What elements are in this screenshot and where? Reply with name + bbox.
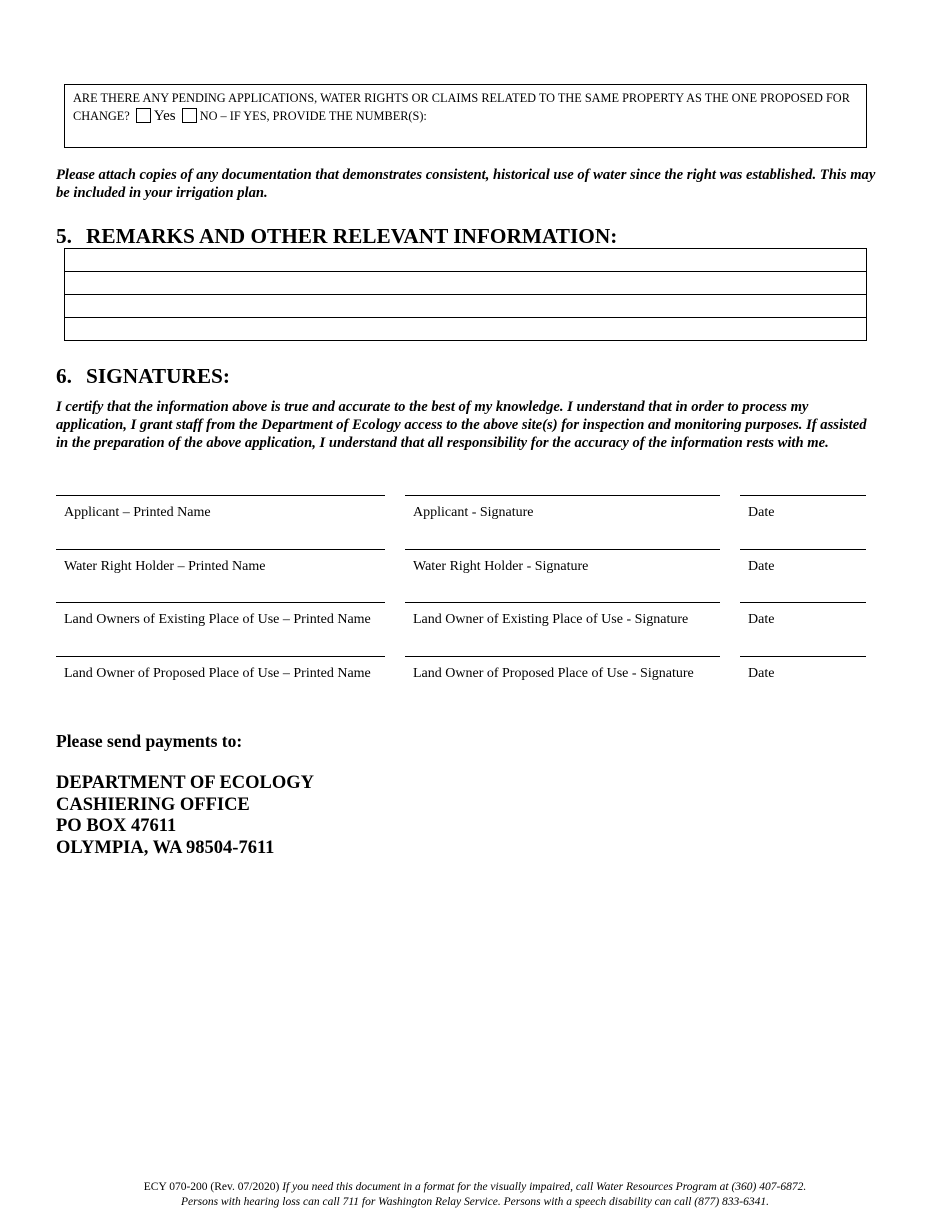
payment-heading: Please send payments to:: [56, 731, 243, 751]
existing-owner-signature-label: Land Owner of Existing Place of Use - Signature: [413, 612, 689, 627]
remarks-heading: [56, 224, 617, 249]
date-line[interactable]: [740, 602, 866, 603]
proposed-owner-signature-label: Land Owner of Proposed Place of Use - Signature: [413, 666, 694, 681]
signature-line[interactable]: [405, 495, 720, 496]
certification-text: I certify that the information above is true and accurate to the best of my knowledge. I understand that in order to process my application, I grant staff from the Department of Ecology access to the above site(s) for inspection and monitoring purposes. If assisted in the preparation of the above application, I understand that all responsibility for the accuracy of the information rests with me.: [56, 399, 867, 451]
applicant-name-label: Applicant – Printed Name: [64, 505, 211, 520]
signature-line[interactable]: [405, 549, 720, 550]
date-label: Date: [748, 612, 775, 627]
mailing-address: [56, 773, 314, 860]
printed-name-line[interactable]: [56, 495, 385, 496]
printed-name-line[interactable]: [56, 656, 385, 657]
remarks-line[interactable]: [65, 295, 867, 318]
remarks-line[interactable]: [65, 318, 867, 341]
applicant-signature-label: Applicant - Signature: [413, 505, 534, 520]
signatures-heading: [56, 364, 230, 389]
remarks-line[interactable]: [65, 249, 867, 272]
proposed-owner-name-label: Land Owner of Proposed Place of Use – Printed Name: [64, 666, 371, 681]
form-id: ECY 070-200 (Rev. 07/2020): [143, 1181, 280, 1193]
holder-name-label: Water Right Holder – Printed Name: [64, 559, 266, 574]
no-checkbox[interactable]: [182, 108, 197, 123]
section-title: SIGNATURES:: [86, 364, 230, 388]
footer: [0, 1180, 950, 1209]
remarks-table: [64, 248, 867, 341]
date-line[interactable]: [740, 495, 866, 496]
pending-applications-box: [64, 84, 867, 148]
signature-line[interactable]: [405, 656, 720, 657]
no-label: NO – IF YES, PROVIDE THE NUMBER(S):: [199, 109, 427, 123]
date-label: Date: [748, 559, 775, 574]
printed-name-line[interactable]: [56, 602, 385, 603]
section-number: 5.: [56, 224, 72, 248]
date-label: Date: [748, 505, 775, 520]
accessibility-note: If you need this document in a format for the visually impaired, call Water Resources Program at (360) 407-6872.: [282, 1181, 807, 1193]
date-line[interactable]: [740, 549, 866, 550]
printed-name-line[interactable]: [56, 549, 385, 550]
attach-documentation-note: Please attach copies of any documentation that demonstrates consistent, historical use of water since the right was established. This may be included in your irrigation plan.: [56, 167, 876, 201]
date-label: Date: [748, 666, 775, 681]
section-number: 6.: [56, 364, 72, 388]
remarks-line[interactable]: [65, 272, 867, 295]
holder-signature-label: Water Right Holder - Signature: [413, 559, 589, 574]
yes-checkbox[interactable]: [136, 108, 151, 123]
section-title: REMARKS AND OTHER RELEVANT INFORMATION:: [86, 224, 618, 248]
address-line: OLYMPIA, WA 98504-7611: [56, 838, 275, 859]
relay-service-note: Persons with hearing loss can call 711 for Washington Relay Service. Persons with a speech disability can call (877) 833-6341.: [180, 1195, 770, 1208]
existing-owner-name-label: Land Owners of Existing Place of Use – Printed Name: [64, 612, 371, 627]
address-line: CASHIERING OFFICE: [56, 794, 250, 815]
address-line: PO BOX 47611: [56, 816, 177, 837]
yes-label: Yes: [153, 108, 176, 124]
signature-line[interactable]: [405, 602, 720, 603]
pending-question: ARE THERE ANY PENDING APPLICATIONS, WATER RIGHTS OR CLAIMS RELATED TO THE SAME PROPERTY AS THE ONE PROPOSED FOR CHANGE?: [73, 91, 850, 123]
date-line[interactable]: [740, 656, 866, 657]
address-line: DEPARTMENT OF ECOLOGY: [56, 773, 315, 793]
